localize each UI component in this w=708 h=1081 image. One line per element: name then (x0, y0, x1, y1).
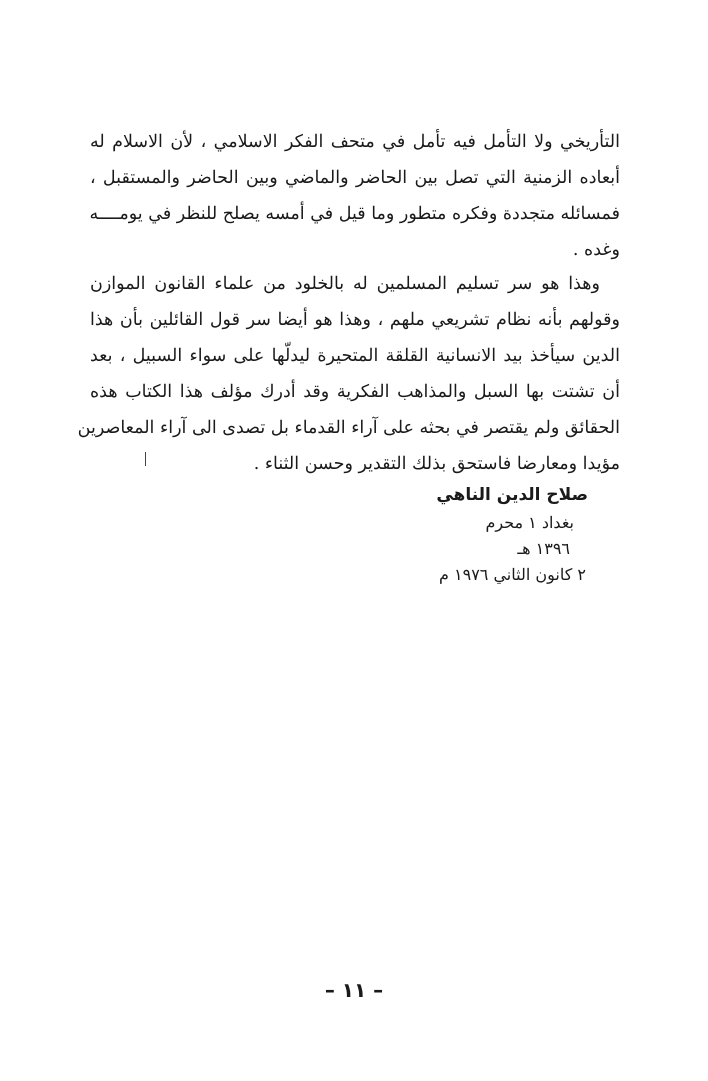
signature-block (288, 480, 588, 588)
signature-hijri-year: ١٣٩٦ هـ (517, 539, 570, 558)
signature-name: صلاح الدين الناهي (436, 485, 588, 505)
paragraph-line: وغده . (572, 240, 620, 260)
paragraph-line: الدين سيأخذ بيد الانسانية القلقة المتحيرة ليدلّها على سواء السبيل ، بعد (90, 346, 620, 366)
paragraph-line: وهذا هو سر تسليم المسلمين له بالخلود من علماء القانون الموازن (90, 274, 600, 294)
paragraph-2 (77, 266, 620, 482)
paragraph-line: أبعاده الزمنية التي تصل بين الحاضر والماضي وبين الحاضر والمستقبل ، (90, 168, 620, 188)
page-number: – ١١ – (324, 978, 384, 1002)
signature-gregorian-date: ٢ كانون الثاني ١٩٧٦ م (439, 565, 586, 584)
paragraph-1 (90, 124, 620, 268)
stray-mark (145, 452, 146, 466)
paragraph-line: وقولهم بأنه نظام تشريعي ملهم ، وهذا هو أيضا سر قول القائلين بأن هذا (90, 310, 620, 330)
paragraph-line: الحقائق ولم يقتصر في بحثه على آراء القدماء بل تصدى الى آراء المعاصرين (77, 418, 620, 438)
paragraph-line: مؤيدا ومعارضا فاستحق بذلك التقدير وحسن الثناء . (253, 454, 620, 474)
signature-place-date: بغداد ١ محرم (485, 513, 574, 532)
paragraph-line: فمسائله متجددة وفكره متطور وما قيل في أمسه يصلح للنظر في يومــــه (89, 204, 620, 224)
paragraph-line: أن تشتت بها السبل والمذاهب الفكرية وقد أدرك مؤلف هذا الكتاب هذه (90, 382, 620, 402)
paragraph-line: التأريخي ولا التأمل فيه تأمل في متحف الفكر الاسلامي ، لأن الاسلام له (90, 132, 620, 152)
